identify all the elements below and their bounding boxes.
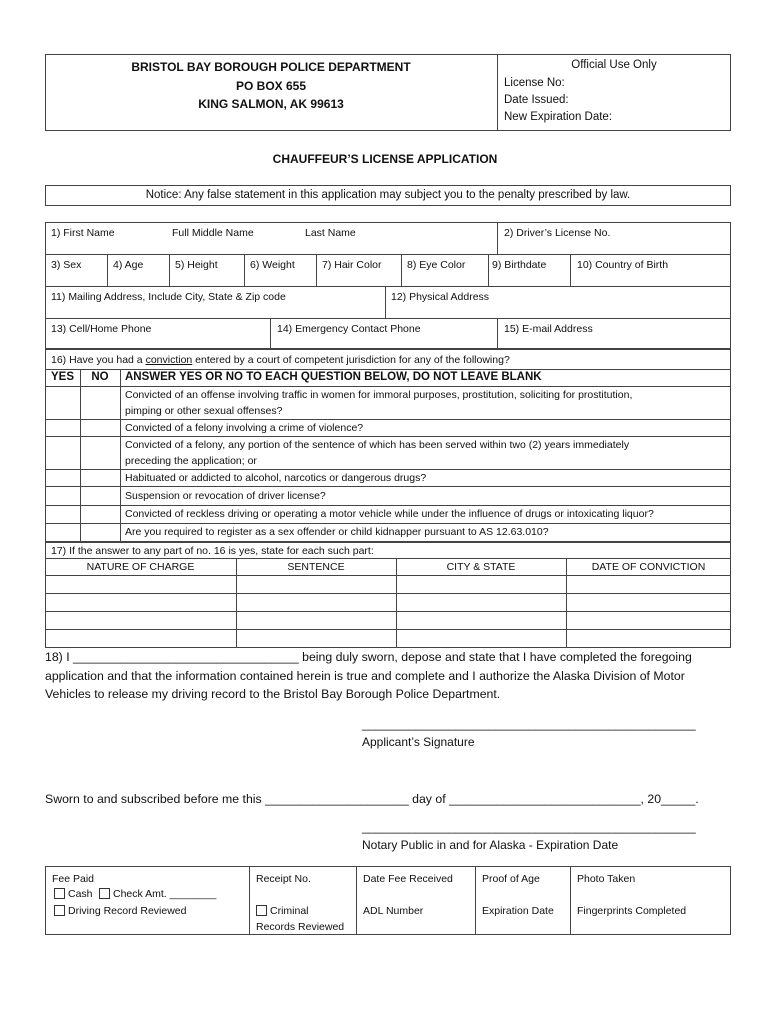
statement-line-2: application and that the information contained herein is true and complete and I authorize the Alaska Division of Motor bbox=[45, 669, 685, 683]
new-expiration-label: New Expiration Date: bbox=[504, 111, 613, 123]
yes-column-header: YES bbox=[50, 371, 74, 383]
applicant-signature-line[interactable]: __________________________________________________ bbox=[362, 717, 696, 731]
date-fee-received-label: Date Fee Received bbox=[363, 873, 453, 885]
date-issued-label: Date Issued: bbox=[504, 94, 569, 106]
sex-field[interactable]: 3) Sex bbox=[51, 259, 82, 271]
emergency-contact-field[interactable]: 14) Emergency Contact Phone bbox=[277, 323, 421, 335]
notary-signature-line[interactable]: __________________________________________________ bbox=[362, 820, 696, 834]
q16f-no-cell[interactable] bbox=[81, 506, 120, 523]
criminal-records-label-2: Records Reviewed bbox=[256, 921, 345, 933]
first-name-field[interactable]: 1) First Name bbox=[51, 227, 115, 239]
q17-intro: 17) If the answer to any part of no. 16 is yes, state for each such part: bbox=[51, 545, 374, 557]
q16e-text: Suspension or revocation of driver license? bbox=[125, 490, 326, 502]
receipt-no-label: Receipt No. bbox=[256, 873, 311, 885]
applicant-signature-label: Applicant’s Signature bbox=[362, 735, 475, 749]
dept-city: KING SALMON, AK 99613 bbox=[198, 97, 344, 111]
middle-name-field[interactable]: Full Middle Name bbox=[172, 227, 254, 239]
height-field[interactable]: 5) Height bbox=[175, 259, 218, 271]
expiration-date-label: Expiration Date bbox=[482, 905, 554, 917]
dept-po-box: PO BOX 655 bbox=[235, 79, 307, 93]
statement-line-3: Vehicles to release my driving record to the Bristol Bay Borough Police Department. bbox=[45, 687, 501, 701]
cash-option[interactable]: Cash bbox=[54, 888, 93, 900]
q17-entry-row-3[interactable] bbox=[46, 612, 730, 629]
q16a-yes-cell[interactable] bbox=[46, 387, 80, 419]
driving-record-checkbox[interactable] bbox=[54, 905, 65, 916]
city-state-header: CITY & STATE bbox=[446, 561, 516, 573]
drivers-license-field[interactable]: 2) Driver’s License No. bbox=[504, 227, 611, 239]
no-column-header: NO bbox=[91, 371, 109, 383]
q16a-text-line1: Convicted of an offense involving traffic in women for immoral purposes, prostitution, soliciting for prostitution, bbox=[125, 389, 633, 401]
q16g-yes-cell[interactable] bbox=[46, 524, 80, 541]
weight-field[interactable]: 6) Weight bbox=[250, 259, 295, 271]
q16a-text-line2: pimping or other sexual offenses? bbox=[125, 405, 283, 417]
q16-instruction: ANSWER YES OR NO TO EACH QUESTION BELOW, DO NOT LEAVE BLANK bbox=[125, 371, 542, 383]
q16c-text-line2: preceding the application; or bbox=[125, 455, 257, 467]
q16c-text-line1: Convicted of a felony, any portion of the sentence of which has been served within two (2) years immediately bbox=[125, 439, 630, 451]
q16f-yes-cell[interactable] bbox=[46, 506, 80, 523]
q17-entry-row-4[interactable] bbox=[46, 630, 730, 647]
sworn-statement[interactable]: Sworn to and subscribed before me this _____________________ day of ____________________________, 20_____. bbox=[45, 792, 699, 806]
q16e-no-cell[interactable] bbox=[81, 487, 120, 505]
q16g-no-cell[interactable] bbox=[81, 524, 120, 541]
q16c-no-cell[interactable] bbox=[81, 437, 120, 469]
q16e-yes-cell[interactable] bbox=[46, 487, 80, 505]
date-of-conviction-header: DATE OF CONVICTION bbox=[591, 561, 706, 573]
country-of-birth-field[interactable]: 10) Country of Birth bbox=[577, 259, 669, 271]
fee-paid-label: Fee Paid bbox=[52, 873, 95, 885]
official-use-title: Official Use Only bbox=[571, 59, 657, 71]
q16g-text: Are you required to register as a sex offender or child kidnapper pursuant to AS 12.63.010? bbox=[125, 526, 549, 538]
proof-of-age-label: Proof of Age bbox=[482, 873, 540, 885]
q16f-text: Convicted of reckless driving or operating a motor vehicle while under the influence of drugs or intoxicating liquor? bbox=[125, 508, 654, 520]
q16c-yes-cell[interactable] bbox=[46, 437, 80, 469]
mailing-address-field[interactable]: 11) Mailing Address, Include City, State & Zip code bbox=[51, 291, 286, 303]
q17-entry-row-2[interactable] bbox=[46, 594, 730, 611]
adl-number-label: ADL Number bbox=[363, 905, 424, 917]
q16a-no-cell[interactable] bbox=[81, 387, 120, 419]
q16d-no-cell[interactable] bbox=[81, 470, 120, 486]
birthdate-field[interactable]: 9) Birthdate bbox=[492, 259, 547, 271]
license-no-label: License No: bbox=[504, 77, 565, 89]
eye-color-field[interactable]: 8) Eye Color bbox=[407, 259, 466, 271]
photo-taken-label: Photo Taken bbox=[577, 873, 636, 885]
dept-name: BRISTOL BAY BOROUGH POLICE DEPARTMENT bbox=[131, 60, 411, 74]
email-field[interactable]: 15) E-mail Address bbox=[504, 323, 593, 335]
check-checkbox[interactable] bbox=[99, 888, 110, 899]
physical-address-field[interactable]: 12) Physical Address bbox=[391, 291, 490, 303]
notice-text: Notice: Any false statement in this application may subject you to the penalty prescribed by law. bbox=[145, 189, 631, 201]
driving-record-option[interactable]: Driving Record Reviewed bbox=[54, 905, 186, 917]
q16d-yes-cell[interactable] bbox=[46, 470, 80, 486]
last-name-field[interactable]: Last Name bbox=[305, 227, 356, 239]
q17-entry-row-1[interactable] bbox=[46, 576, 730, 593]
cash-checkbox[interactable] bbox=[54, 888, 65, 899]
page-title: CHAUFFEUR’S LICENSE APPLICATION bbox=[272, 152, 498, 166]
hair-color-field[interactable]: 7) Hair Color bbox=[322, 259, 382, 271]
q16b-yes-cell[interactable] bbox=[46, 420, 80, 436]
check-option[interactable]: Check Amt. ________ bbox=[99, 888, 216, 900]
sentence-header: SENTENCE bbox=[287, 561, 345, 573]
notary-label: Notary Public in and for Alaska - Expiration Date bbox=[362, 838, 619, 852]
statement-line-1[interactable]: 18) I _________________________________ being duly sworn, depose and state that I have completed the foregoing bbox=[45, 650, 692, 664]
q16-intro: 16) Have you had a conviction entered by a court of competent jurisdiction for any of the following? bbox=[51, 354, 510, 366]
criminal-records-checkbox[interactable] bbox=[256, 905, 267, 916]
criminal-records-option[interactable]: Criminal bbox=[256, 905, 309, 917]
cell-home-phone-field[interactable]: 13) Cell/Home Phone bbox=[51, 323, 152, 335]
nature-of-charge-header: NATURE OF CHARGE bbox=[86, 561, 195, 573]
q16b-no-cell[interactable] bbox=[81, 420, 120, 436]
q16d-text: Habituated or addicted to alcohol, narcotics or dangerous drugs? bbox=[125, 472, 427, 484]
fingerprints-completed-label: Fingerprints Completed bbox=[577, 905, 687, 917]
age-field[interactable]: 4) Age bbox=[113, 259, 144, 271]
q16b-text: Convicted of a felony involving a crime of violence? bbox=[125, 422, 364, 434]
